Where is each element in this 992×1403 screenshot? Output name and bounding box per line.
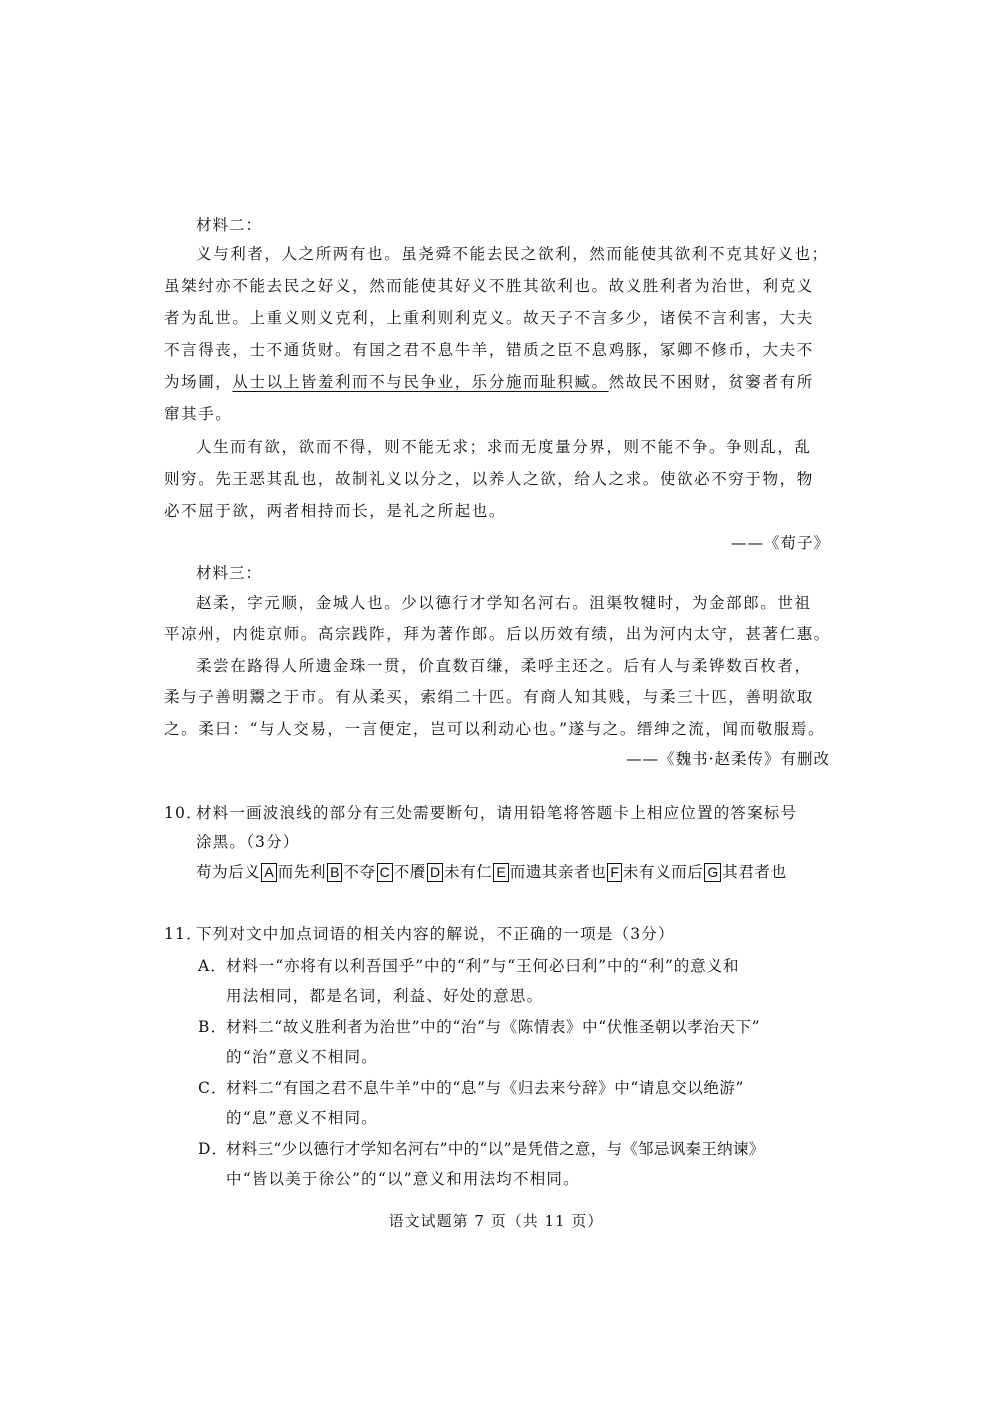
q10-segment: 未有仁 xyxy=(444,863,493,881)
material2-para2-line-1: 人生而有欲，欲而不得，则不能无求；求而无度量分界，则不能不争。争则乱，乱 xyxy=(196,438,812,456)
material3-heading: 材料三： xyxy=(196,564,263,582)
q10-segment: 其君者也 xyxy=(722,863,787,881)
material3-source: ——《魏书·赵柔传》有删改 xyxy=(626,750,830,768)
option-b-line-2: 的“治”意义不相同。 xyxy=(226,1048,378,1066)
q11-stem: 下列对文中加点词语的相关内容的解说，不正确的一项是（3分） xyxy=(196,925,675,943)
q10-segment: 而遗其亲者也 xyxy=(509,863,607,881)
q10-segment: 苟为后义 xyxy=(196,863,261,881)
option-b-label[interactable]: B． xyxy=(198,1018,228,1036)
answer-box-f[interactable]: F xyxy=(607,863,622,882)
answer-box-e[interactable]: E xyxy=(493,863,508,882)
underlined-sentence: 从士以上皆羞利而不与民争业，乐分施而耻积臧。 xyxy=(232,373,609,391)
q10-segment: 不夺 xyxy=(343,863,376,881)
material3-line-1: 赵柔，字元顺，金城人也。少以德行才学知名河右。沮渠牧犍时，为金部郎。世祖 xyxy=(196,594,812,612)
material2-line-5 xyxy=(164,372,830,392)
material2-line-4: 不言得丧，士不通货财。有国之君不息牛羊，错质之臣不息鸡豚，冢卿不修币，大夫不 xyxy=(164,341,814,359)
option-c-line-2: 的“息”意义不相同。 xyxy=(226,1109,378,1127)
material3-line-5: 之。柔曰：“与人交易，一言便定，岂可以利动心也。”遂与之。缙绅之流，闻而敬服焉。 xyxy=(164,720,826,738)
material2-line-3: 者为乱世。上重义则义克利，上重利则利克义。故天子不言多少，诸侯不言利害，大夫 xyxy=(164,309,814,327)
q10-segment-line xyxy=(196,862,787,882)
q10-line-2: 涂黑。（3分） xyxy=(196,833,300,851)
material2-para2-line-3: 必不屈于欲，两者相持而长，是礼之所起也。 xyxy=(164,502,507,520)
answer-box-d[interactable]: D xyxy=(427,863,443,882)
q10-number: 10． xyxy=(164,804,203,822)
option-c-label[interactable]: C． xyxy=(198,1079,228,1097)
option-a-line-1: 材料一“亦将有以利吾国乎”中的“利”与“王何必曰利”中的“利”的意义和 xyxy=(226,957,740,975)
q10-segment: 不餍 xyxy=(393,863,426,881)
q10-line-1: 材料一画波浪线的部分有三处需要断句，请用铅笔将答题卡上相应位置的答案标号 xyxy=(196,804,798,822)
q11-number: 11． xyxy=(164,925,203,943)
material2-para2-line-2: 则穷。先王恶其乱也，故制礼义以分之，以养人之欲，给人之求。使欲必不穷于物，物 xyxy=(164,470,814,488)
material3-line-3: 柔尝在路得人所遗金珠一贯，价直数百缣，柔呼主还之。后有人与柔铧数百枚者， xyxy=(196,657,812,675)
answer-box-g[interactable]: G xyxy=(704,863,721,882)
material2-line-6: 窜其手。 xyxy=(164,405,233,423)
option-a-line-2: 用法相同，都是名词，利益、好处的意思。 xyxy=(226,987,544,1005)
option-d-label[interactable]: D． xyxy=(198,1140,229,1158)
material2-line-1: 义与利者，人之所两有也。虽尧舜不能去民之欲利，然而能使其欲利不克其好义也； xyxy=(196,245,829,263)
material3-line-2: 平凉州，内徙京师。高宗践阼，拜为著作郎。后以历效有绩，出为河内太守，甚著仁惠。 xyxy=(164,625,831,643)
material3-line-4: 柔与子善明鬻之于市。有从柔买，索绢二十匹。有商人知其贱，与柔三十匹，善明欲取 xyxy=(164,688,814,706)
material2-heading: 材料二： xyxy=(196,216,263,234)
option-d-line-1: 材料三“少以德行才学知名河右”中的“以”是凭借之意，与《邹忌讽秦王纳谏》 xyxy=(226,1140,765,1158)
material2-line-5-post: 然故民不困财，贫窭者有所 xyxy=(608,373,814,391)
q10-segment: 而先利 xyxy=(277,863,327,881)
answer-box-b[interactable]: B xyxy=(327,863,342,882)
answer-box-a[interactable]: A xyxy=(261,863,276,882)
material2-line-2: 虽桀纣亦不能去民之好义，然而能使其好义不胜其欲利也。故义胜利者为治世，利克义 xyxy=(164,277,814,295)
material2-line-5-pre: 为场圃， xyxy=(164,373,233,391)
answer-box-c[interactable]: C xyxy=(377,863,393,882)
option-b-line-1: 材料二“故义胜利者为治世”中的“治”与《陈情表》中“伏惟圣朝以孝治天下” xyxy=(226,1018,761,1036)
q10-segment: 未有义而后 xyxy=(622,863,704,881)
option-d-line-2: 中“皆以美于徐公”的“以”意义和用法均不相同。 xyxy=(226,1170,580,1188)
option-a-label[interactable]: A． xyxy=(198,957,228,975)
page-footer: 语文试题第 7 页（共 11 页） xyxy=(388,1212,604,1230)
option-c-line-1: 材料二“有国之君不息牛羊”中的“息”与《归去来兮辞》中“请息交以绝游” xyxy=(226,1079,745,1097)
material2-source: ——《荀子》 xyxy=(730,534,830,552)
